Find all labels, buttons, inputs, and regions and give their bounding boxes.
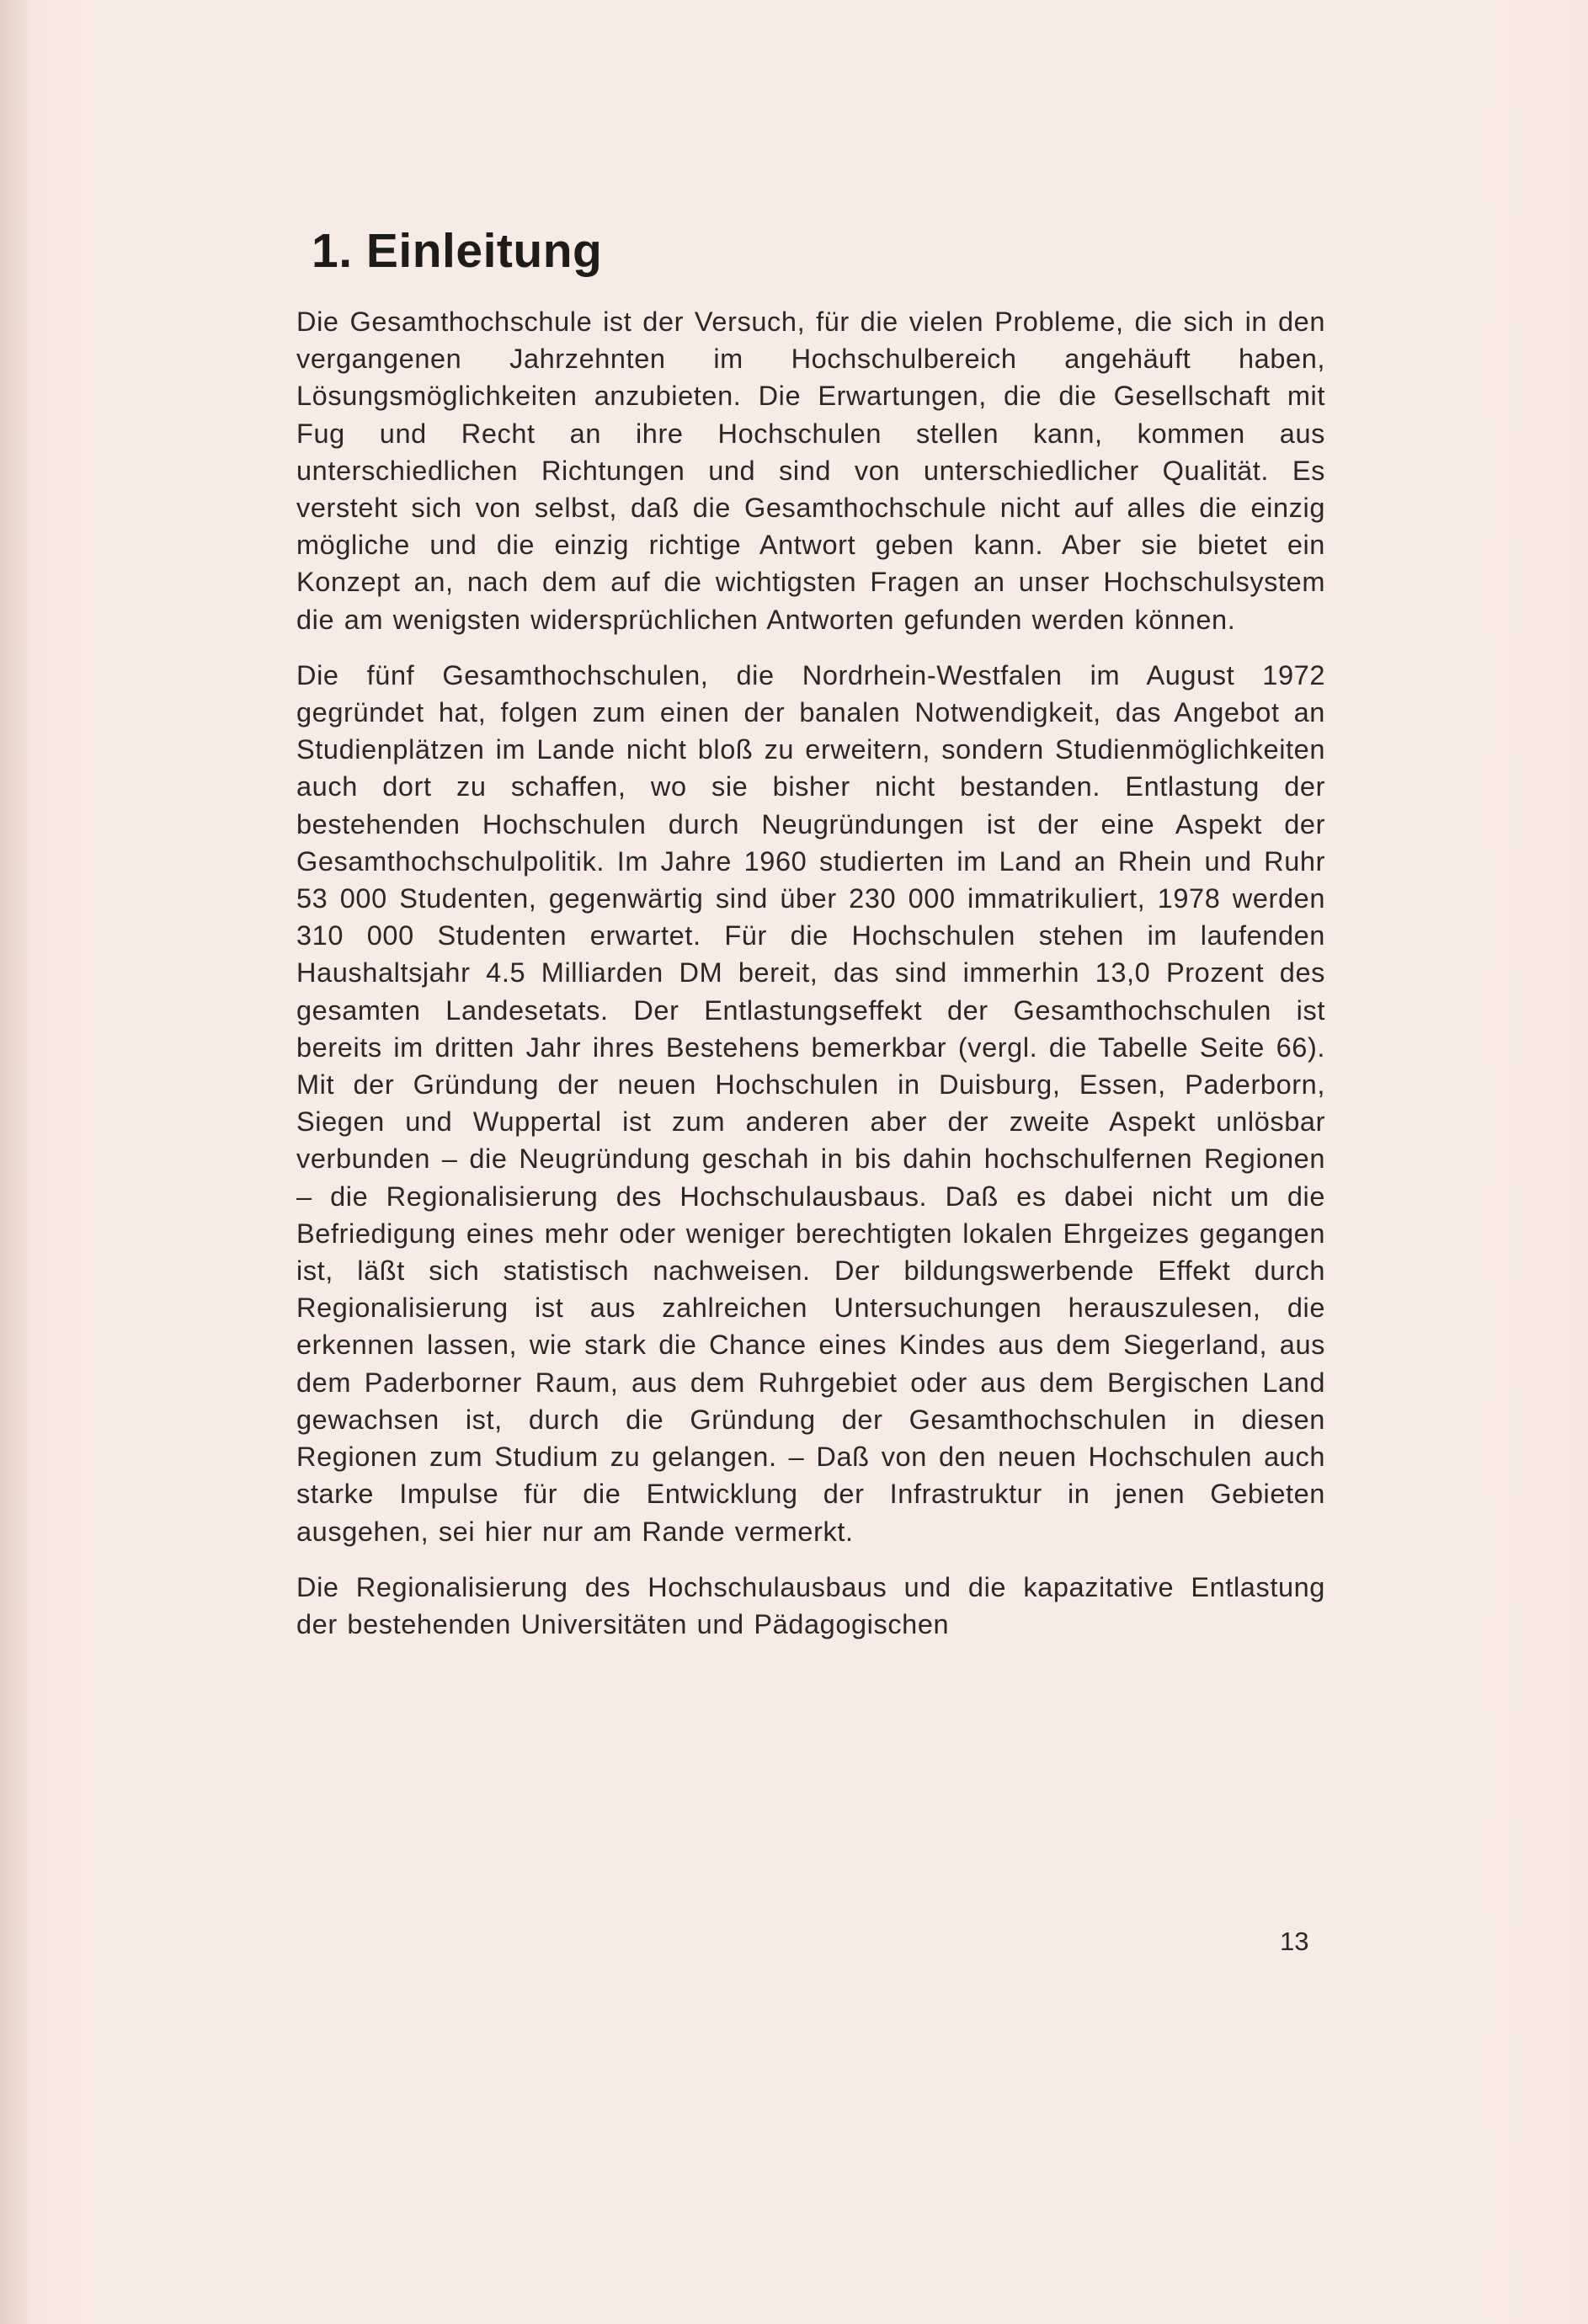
page-content: [296, 217, 1325, 1661]
paragraph-regionalisierung: Die Regionalisierung des Hochschulausbaus und die kapazitative Entlastung der bestehenden Universitäten und Pädagogischen: [296, 1571, 1325, 1639]
page-number: 13: [1280, 1927, 1309, 1956]
page-binding-edge: [0, 0, 32, 2324]
chapter-heading: 1. Einleitung: [312, 224, 603, 278]
paragraph-intro: Die Gesamthochschule ist der Versuch, für die vielen Probleme, die sich in den vergangenen Jahrzehnten im Hochschulbereich angehäuft haben, Lösungsmöglichkeiten anzubieten. Die Erwartungen, die die Gesellschaft mit Fug und Recht an ihre Hochschulen stellen kann, kommen aus unterschiedlichen Richtungen und sind von unterschiedlicher Qualität. Es versteht sich von selbst, daß die Gesamthochschule nicht auf alles die einzig mögliche und die einzig richtige Antwort geben kann. Aber sie bietet ein Konzept an, nach dem auf die wichtigsten Fragen an unser Hochschulsystem die am wenigsten widersprüchlichen Antworten gefunden werden können.: [296, 306, 1325, 635]
paragraph-gesamthochschulen: Die fünf Gesamthochschulen, die Nordrhein-Westfalen im August 1972 gegründet hat, folgen zum einen der banalen Notwendigkeit, das Angebot an Studienplätzen im Lande nicht bloß zu erweitern, sondern Studienmöglichkeiten auch dort zu schaffen, wo sie bisher nicht bestanden. Entlastung der bestehenden Hochschulen durch Neugründungen ist der eine Aspekt der Gesamthochschulpolitik. Im Jahre 1960 studierten im Land an Rhein und Ruhr 53 000 Studenten, gegenwärtig sind über 230 000 immatrikuliert, 1978 werden 310 000 Studenten erwartet. Für die Hochschulen stehen im laufenden Haushaltsjahr 4.5 Milliarden DM bereit, das sind immerhin 13,0 Prozent des gesamten Landesetats. Der Entlastungseffekt der Gesamthochschulen ist bereits im dritten Jahr ihres Bestehens bemerkbar (vergl. die Tabelle Seite 66). Mit der Gründung der neuen Hochschulen in Duisburg, Essen, Paderborn, Siegen und Wuppertal ist zum anderen aber der zweite Aspekt unlösbar verbunden – die Neugründung geschah in bis dahin hochschulfernen Regionen – die Regionalisierung des Hochschulausbaus. Daß es dabei nicht um die Befriedigung eines mehr oder weniger berechtigten lokalen Ehrgeizes gegangen ist, läßt sich statistisch nachweisen. Der bildungswerbende Effekt durch Regionalisierung ist aus zahlreichen Untersuchungen herauszulesen, die erkennen lassen, wie stark die Chance eines Kindes aus dem Siegerland, aus dem Paderborner Raum, aus dem Ruhrgebiet oder aus dem Bergischen Land gewachsen ist, durch die Gründung der Gesamthochschulen in diesen Regionen zum Studium zu gelangen. – Daß von den neuen Hochschulen auch starke Impulse für die Entwicklung der Infrastruktur in jenen Gebieten ausgehen, sei hier nur am Rande vermerkt.: [296, 659, 1325, 1547]
